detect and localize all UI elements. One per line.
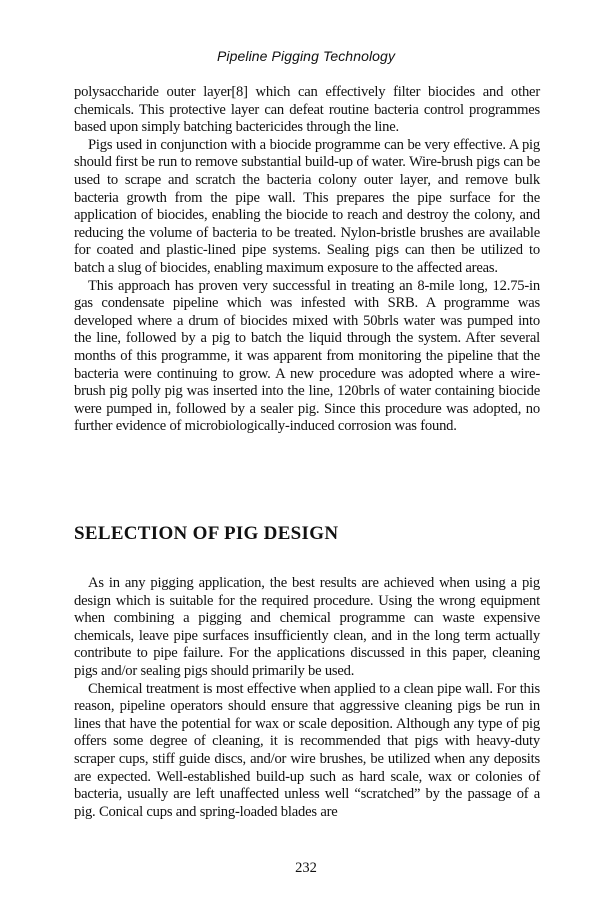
paragraph-pig-design: As in any pigging application, the best results are achieved when using a pig design which is suitable for the required procedure. Using the wrong equipment when combining a pigging and chemical programme can waste expensive chemicals, leave pipe surfaces insufficiently clean, and in the long term actually contribute to pipe failure. For the applications discussed in this paper, cleaning pigs and/or sealing pigs should primarily be used. bbox=[74, 575, 540, 679]
page-number: 232 bbox=[295, 860, 317, 876]
section-1-body bbox=[74, 84, 540, 436]
paragraph-chemical-treatment: Chemical treatment is most effective when applied to a clean pipe wall. For this reason, pipeline operators should ensure that aggressive cleaning pigs be run in lines that have the potential for wax or scale deposition. Although any type of pig offers some degree of cleaning, it is recommended that pigs with heavy-duty scraper cups, stiff guide discs, and/or wire brushes, be utilized when any deposits are expected. Well-established build-up such as hard scale, wax or colonies of bacteria, usually are left unaffected unless well “scratched” by the passage of a pig. Conical cups and spring-loaded blades are bbox=[74, 680, 540, 820]
paragraph-case-study: This approach has proven very successful in treating an 8-mile long, 12.75-in gas condensate pipeline which was infested with SRB. A programme was developed where a drum of biocides mixed with 50brls water was pumped into the line, followed by a pig to batch the liquid through the system. After several months of this programme, it was apparent from monitoring the pipeline that the bacteria were continuing to grow. A new procedure was adopted where a wire-brush pig polly pig was inserted into the line, 120brls of water containing biocide were pumped in, followed by a sealer pig. Since this procedure was adopted, no further evidence of microbiologically-induced corrosion was found. bbox=[74, 277, 540, 435]
running-head: Pipeline Pigging Technology bbox=[216, 48, 396, 64]
paragraph-biocide-pigs: Pigs used in conjunction with a biocide programme can be very effective. A pig should first be run to remove substantial build-up of water. Wire-brush pigs can be used to scrape and scratch the bacteria colony outer layer, and remove bulk bacteria growth from the pipe wall. This prepares the pipe surface for the application of biocides, enabling the biocide to reach and destroy the colony, and reducing the volume of bacteria to be treated. Nylon-bristle brushes are available for coated and plastic-lined pipe systems. Sealing pigs can then be utilized to batch a slug of biocides, enabling maximum exposure to the affected areas. bbox=[74, 136, 540, 276]
section-heading: SELECTION OF PIG DESIGN bbox=[74, 523, 339, 544]
section-2-body bbox=[74, 575, 540, 821]
paragraph-continued: polysaccharide outer layer[8] which can effectively filter biocides and other chemicals. This protective layer can defeat routine bacteria control programmes based upon simply batching bactericides through the line. bbox=[74, 84, 540, 136]
